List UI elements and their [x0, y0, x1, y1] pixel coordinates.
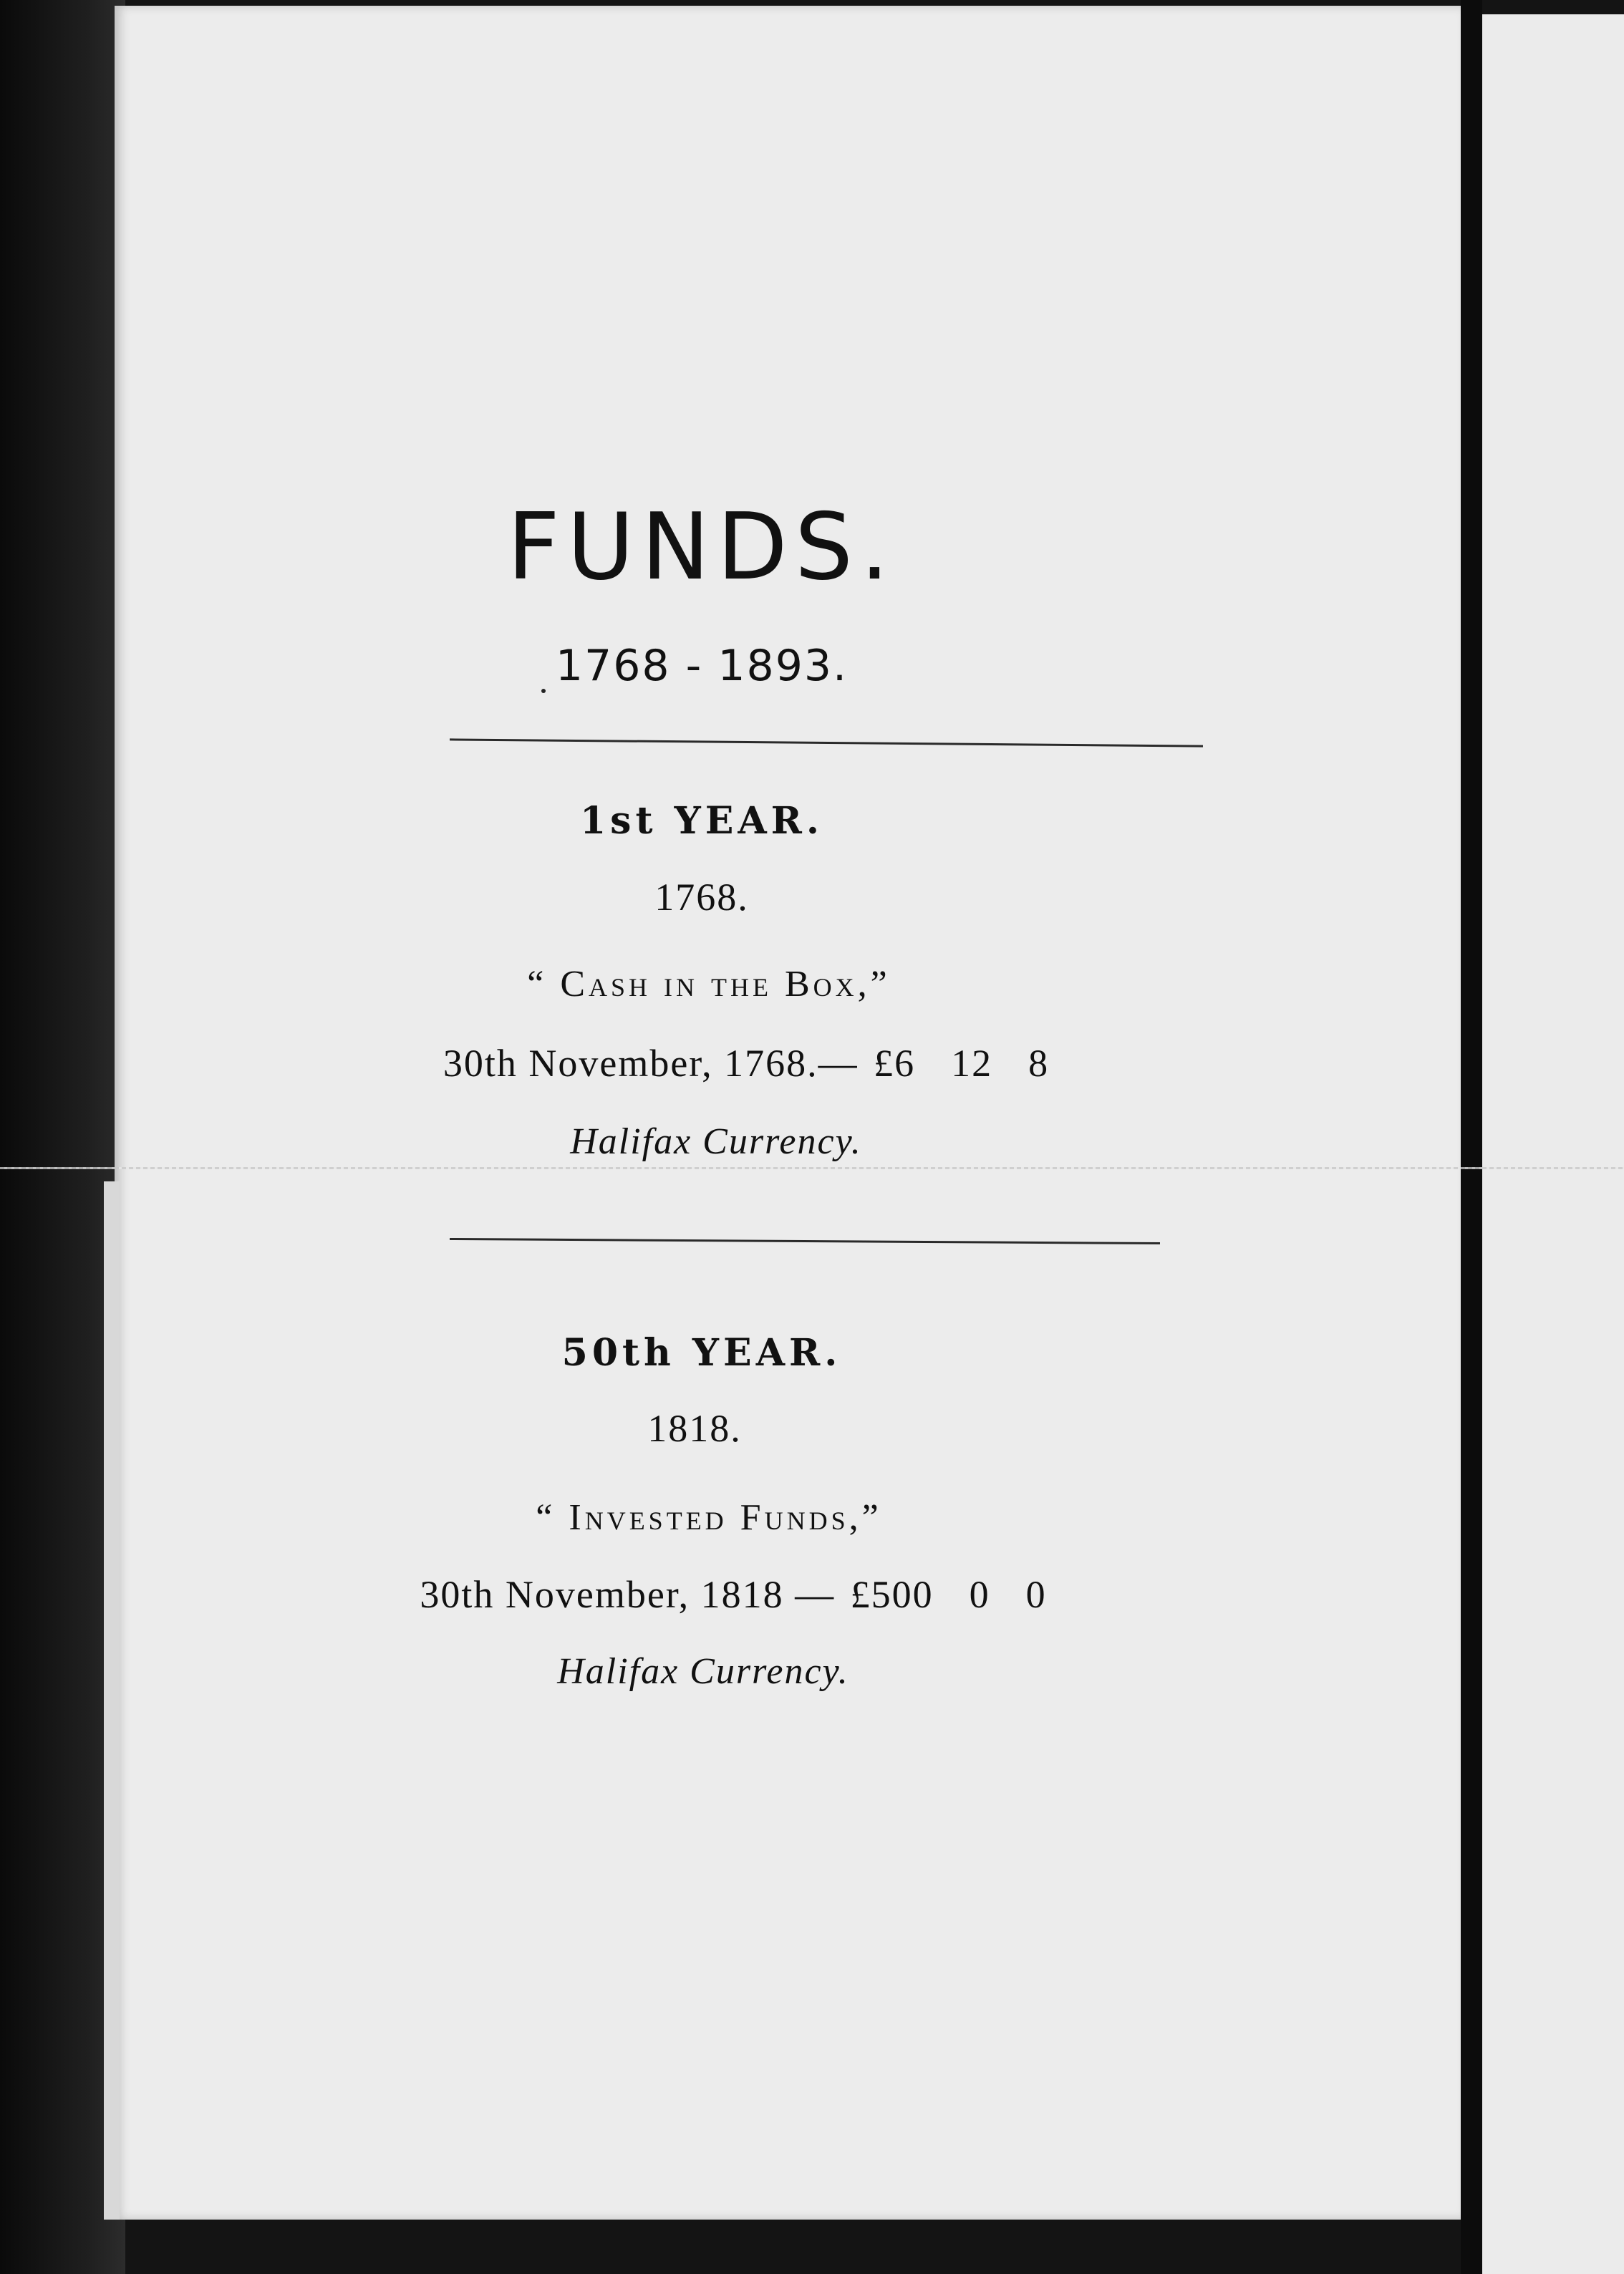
currency-note: Halifax Currency.: [570, 1121, 862, 1162]
adjacent-page-edge: [1482, 14, 1624, 2274]
entry-dash: —: [818, 1042, 859, 1085]
section-heading-fiftieth-year: 50th YEAR.: [561, 1331, 842, 1375]
section-year: 1768.: [654, 876, 749, 919]
section-detail-line: [60, 1569, 1406, 1620]
divider-rule: [450, 738, 1203, 747]
section-detail-line: [73, 1038, 1419, 1088]
entry-date: 30th November, 1768.: [443, 1042, 818, 1085]
amount-pence: 8: [1028, 1042, 1050, 1085]
section-heading-first-year: 1st YEAR.: [580, 799, 823, 843]
currency-note: Halifax Currency.: [557, 1651, 849, 1692]
section-year: 1818.: [647, 1407, 742, 1450]
date-range: 1768 - 1893.: [555, 641, 849, 691]
entry-dash: —: [795, 1573, 836, 1616]
ink-speck: [541, 689, 546, 693]
amount-shillings: 12: [951, 1042, 993, 1085]
amount-pence: 0: [1025, 1573, 1047, 1616]
page-title: FUNDS.: [507, 494, 896, 601]
book-gutter: [1461, 0, 1482, 2274]
entry-date: 30th November, 1818: [420, 1573, 784, 1616]
amount-pounds: £500: [850, 1573, 934, 1616]
section-caption: “ Cash in the Box,”: [527, 964, 891, 1005]
page-content: [115, 0, 1461, 2274]
section-caption: “ Invested Funds,”: [536, 1497, 882, 1538]
divider-rule: [450, 1238, 1160, 1244]
amount-shillings: 0: [969, 1573, 990, 1616]
amount-pounds: £6: [874, 1042, 916, 1085]
